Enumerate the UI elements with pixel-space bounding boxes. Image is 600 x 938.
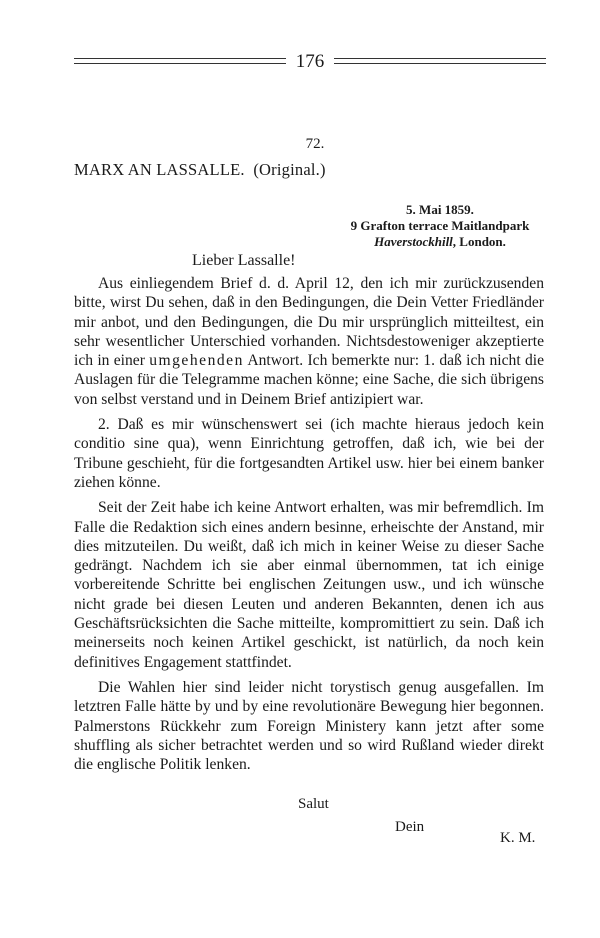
page-number: 176 <box>295 50 325 72</box>
signature: K. M. <box>500 830 536 846</box>
emphasized-word: umgehenden <box>149 352 244 370</box>
dateline <box>340 202 540 250</box>
address-city: , London. <box>452 234 506 249</box>
header-rule-left <box>74 58 286 64</box>
paragraph-1 <box>74 274 544 409</box>
letter-number: 72. <box>305 136 325 152</box>
letter-title: MARX AN LASSALLE. (Original.) <box>74 160 326 179</box>
paragraph-1-text-a: Aus einliegendem Brief d. d. April 12, den ich mir zurückzusenden bitte, wirst Du sehen, daß in den Bedingungen, die Dein Vetter Friedländer mir anbot, und den Bedingungen, die Du mir ursprünglich mitteiltest, ein sehr wesentlicher Unterschied vorhanden. Nichtsdestoweniger akzeptierte ich in einer <box>74 275 544 370</box>
paragraph-1-text-b: Antwort. Ich bemerkte nur: 1. daß ich nicht die Auslagen für die Telegramme machen könne; eine Sache, die sich übrigens von selbst verstand und in Deinem Brief antizipiert war. <box>74 352 544 408</box>
header-rule-right <box>334 58 546 64</box>
paragraph-4: Die Wahlen hier sind leider nicht torystisch genug ausgefallen. Im letztren Falle hätte by und by eine revolutionäre Bewegung hier begonnen. Palmerstons Rückkehr zum Foreign Ministery kann jetzt after some shuffling als sicher betrachtet werden und so wird Rußland wieder direkt die englische Politik lenken. <box>74 678 544 774</box>
address-line-1: 9 Grafton terrace Maitlandpark <box>350 218 530 233</box>
paragraph-2: 2. Daß es mir wünschenswert sei (ich machte hieraus jedoch kein conditio sine qua), wenn Einrichtung getroffen, daß ich, wie bei der Tribune geschieht, für die fortgesandten Artikel usw. hier bei einem banker ziehen könne. <box>74 416 544 491</box>
paragraph-3: Seit der Zeit habe ich keine Antwort erhalten, was mir befremdlich. Im Falle die Redaktion sich eines andern besinne, erheischte der Anstand, mir dies mitzuteilen. Du weißt, daß ich mich in keiner Weise zu dieser Sache gedrängt. Nachdem ich sie aber einmal übernommen, tat ich einige vorbereitende Schritte bei englischen Zeitungen usw., und ich wünsche nicht grade bei diesen Leuten und anderen Bekannten, denen ich aus Geschäftsrücksichten die Sache mitteilte, kompromittiert zu sein. Daß ich meinerseits noch keinen Artikel geschickt, ist natürlich, da noch kein definitives Engagement stattfindet. <box>74 499 544 671</box>
address-line-2 <box>340 234 540 250</box>
page-header <box>74 48 546 74</box>
salutation: Lieber Lassalle! <box>192 252 296 269</box>
letter-date: 5. Mai 1859. <box>406 202 474 217</box>
letter-body <box>74 274 544 780</box>
closing-salut: Salut <box>298 796 329 812</box>
address-place: Haverstockhill <box>374 234 453 249</box>
closing-dein: Dein <box>395 819 425 835</box>
